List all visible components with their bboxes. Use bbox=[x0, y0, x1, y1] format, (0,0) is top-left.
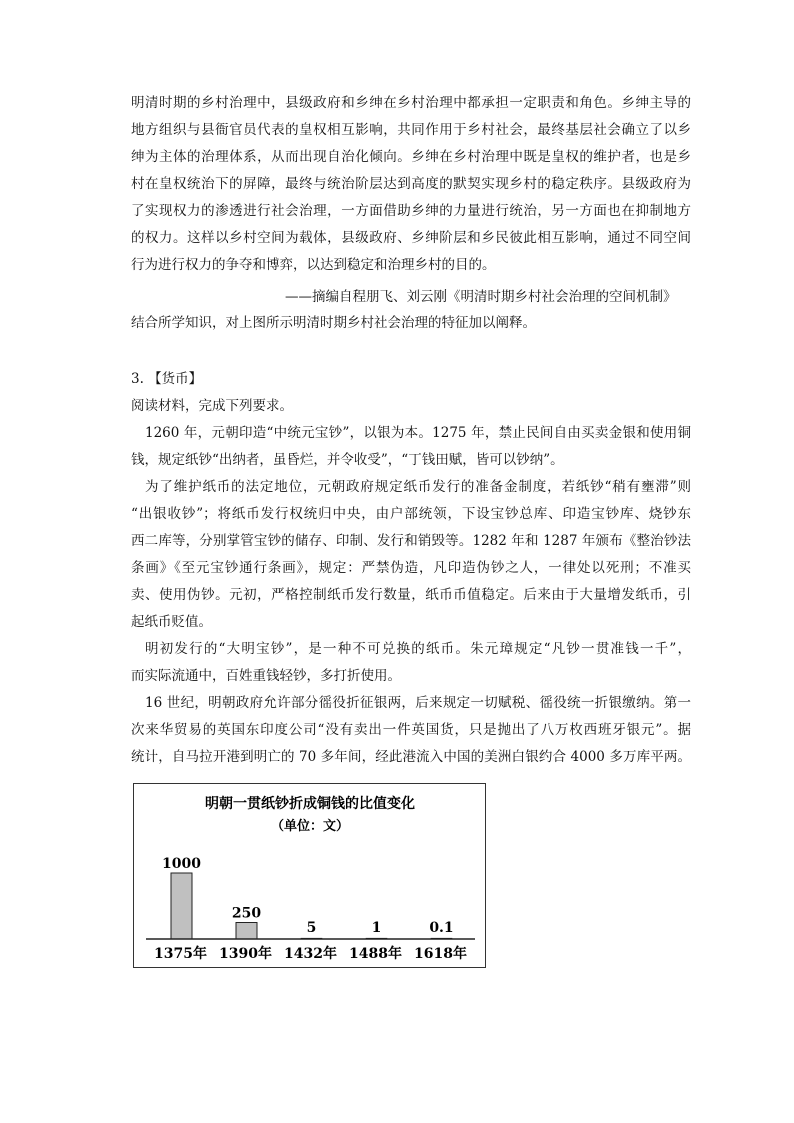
bar-value-label: 250 bbox=[231, 905, 262, 922]
bar-value-label: 1 bbox=[371, 920, 382, 936]
top-passage-line: 行为进行权力的争夺和博弈，以达到稳定和治理乡村的目的。 bbox=[131, 257, 496, 273]
top-passage bbox=[131, 90, 691, 279]
material-paragraph-3 bbox=[131, 636, 691, 690]
source-citation: ——摘编自程朋飞、刘云刚《明清时期乡村社会治理的空间机制》 bbox=[285, 289, 677, 305]
top-passage-line: 了实现权力的渗透进行社会治理，一方面借助乡绅的力量进行统治，另一方面也在抑制地方 bbox=[131, 203, 691, 219]
task-prompt-text: 结合所学知识，对上图所示明清时期乡村社会治理的特征加以阐释。 bbox=[131, 315, 536, 331]
question-heading-text: 3. 【货币】 bbox=[131, 371, 203, 387]
top-passage-line: 的权力。这样以乡村空间为载体，县级政府、乡绅阶层和乡民彼此相互影响，通过不同空间 bbox=[131, 230, 691, 246]
bar-value-label: 5 bbox=[306, 920, 317, 936]
material-line: 1260 年，元朝印造“中统元宝钞”，以银为本。1275 年，禁止民间自由买卖金银和使用铜 bbox=[145, 425, 691, 441]
material-line: 而实际流通中，百姓重钱轻钞，多打折使用。 bbox=[131, 668, 401, 684]
material-paragraph-4 bbox=[131, 690, 691, 771]
paper-money-ratio-chart bbox=[133, 783, 486, 968]
material-line: “出银收钞”；将纸币发行权统归中央，由户部统领，下设宝钞总库、印造宝钞库、烧钞东 bbox=[131, 506, 691, 522]
material-line: 西二库等，分别掌管宝钞的储存、印制、发行和销毁等。1282 年和 1287 年颁布《整治钞法 bbox=[131, 533, 691, 549]
x-tick-label: 1488年 bbox=[349, 946, 402, 962]
material-line: 起纸币贬值。 bbox=[131, 614, 212, 630]
material-line: 条画》《至元宝钞通行条画》，规定：严禁伪造，凡印造伪钞之人，一律处以死刑；不准买 bbox=[131, 560, 691, 576]
material-paragraph-2 bbox=[131, 474, 691, 636]
bar-value-label: 0.1 bbox=[429, 920, 454, 936]
question-3-instruction bbox=[131, 393, 691, 420]
material-line: 16 世纪，明朝政府允许部分徭役折征银两，后来规定一切赋税、徭役统一折银缴纳。第一 bbox=[145, 695, 691, 711]
x-tick-label: 1390年 bbox=[219, 946, 272, 962]
bar-1390年 bbox=[236, 923, 257, 940]
chart-subtitle: （单位：文） bbox=[270, 819, 350, 834]
x-tick-label: 1618年 bbox=[414, 946, 467, 962]
instruction-text: 阅读材料，完成下列要求。 bbox=[131, 398, 293, 414]
material-line: 明初发行的“大明宝钞”，是一种不可兑换的纸币。朱元璋规定“凡钞一贯准钱一千”， bbox=[145, 641, 691, 657]
top-passage-line: 地方组织与县衙官员代表的皇权相互影响，共同作用于乡村社会，最终基层社会确立了以乡 bbox=[131, 122, 691, 138]
top-passage-line: 明清时期的乡村治理中，县级政府和乡绅在乡村治理中都承担一定职责和角色。乡绅主导的 bbox=[131, 95, 691, 111]
bar-value-label: 1000 bbox=[162, 856, 201, 872]
material-line: 卖、使用伪钞。元初，严格控制纸币发行数量，纸币币值稳定。后来由于大量增发纸币，引 bbox=[131, 587, 691, 603]
top-passage-line: 绅为主体的治理体系，从而出现自治化倾向。乡绅在乡村治理中既是皇权的维护者，也是乡 bbox=[131, 149, 691, 165]
chart-svg bbox=[134, 784, 487, 969]
top-passage-line: 村在皇权统治下的屏障，最终与统治阶层达到高度的默契实现乡村的稳定秩序。县级政府为 bbox=[131, 176, 691, 192]
x-tick-label: 1375年 bbox=[154, 946, 207, 962]
material-line: 为了维护纸币的法定地位，元朝政府规定纸币发行的准备金制度，若纸钞“稍有壅滞”则 bbox=[145, 479, 691, 495]
material-line: 次来华贸易的英国东印度公司“没有卖出一件英国货，只是抛出了八万枚西班牙银元”。据 bbox=[131, 722, 691, 738]
task-prompt bbox=[131, 310, 691, 337]
x-tick-label: 1432年 bbox=[284, 946, 337, 962]
material-line: 统计，自马拉开港到明亡的 70 多年间，经此港流入中国的美洲白银约合 4000 多万库平两。 bbox=[131, 749, 691, 765]
material-paragraph-1 bbox=[131, 420, 691, 474]
material-line: 钱，规定纸钞“出纳者，虽昏烂，并令收受”，“丁钱田赋，皆可以钞纳”。 bbox=[131, 452, 564, 468]
chart-title: 明朝一贯纸钞折成铜钱的比值变化 bbox=[205, 796, 415, 812]
question-3-heading bbox=[131, 366, 691, 393]
bar-1375年 bbox=[171, 873, 192, 939]
